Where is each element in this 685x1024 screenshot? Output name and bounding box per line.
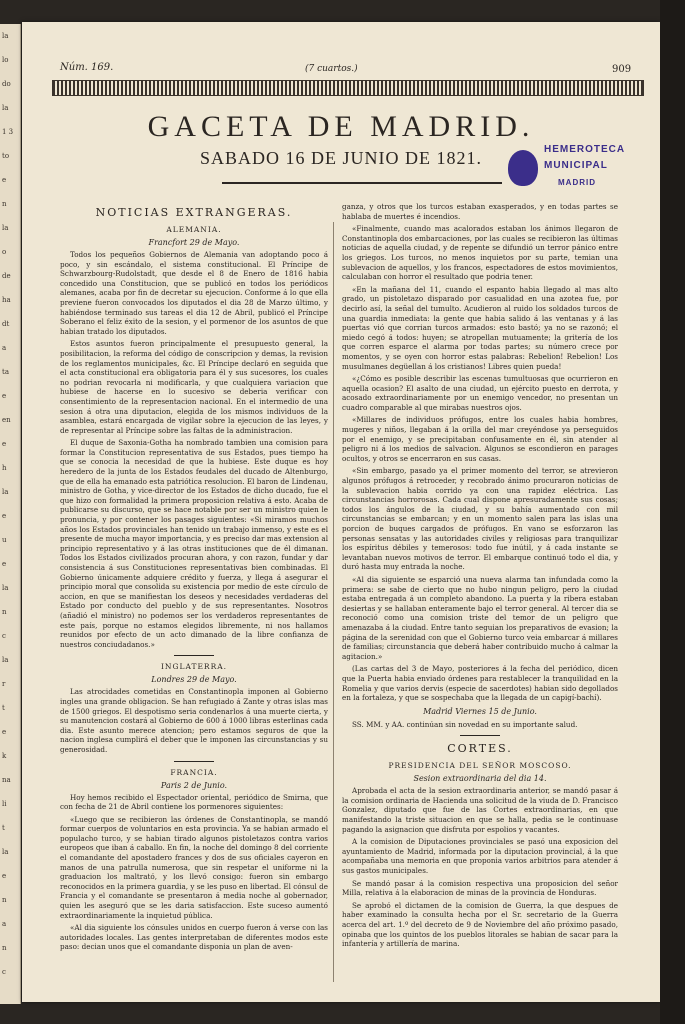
article-paragraph: A la comision de Diputaciones provinciales se pasó una exposicion del ayuntamiento de Madrid, informada por la diputacion provincial, á la que acompañaba una memoria en que proponia varios arbitrios para atender á sus gastos municipales. — [342, 837, 618, 876]
inglaterra-dateline: Londres 29 de Mayo. — [151, 675, 237, 685]
prev-page-fragment: e — [2, 440, 7, 448]
prev-page-fragment: dt — [2, 320, 10, 328]
seal-icon — [508, 150, 538, 186]
prev-page-fragment: n — [2, 200, 7, 208]
issue-date: SABADO 16 DE JUNIO DE 1821. — [200, 148, 482, 168]
prev-page-fragment: r — [2, 680, 6, 688]
francia-dateline: Paris 2 de Junio. — [160, 780, 228, 790]
article-paragraph: El duque de Saxonia-Gotha ha nombrado tambien una comision para formar la Constitucion representativa de sus Estados, pues tiempo ha que se conocia la necesidad de que la hubiese. Este duque es hoy heredero de la junta de los Estados feudales del ducado de Altenburgo, que de ella ha emanado esta patriótica resolucion. El baron de Lindenau, ministro de Gotha, y vice-director de los Estados de dicho ducado, fue el que hizo con formalidad la primera proposicion relativa á esto. Acaba de publicarse su discurso, que se hace notable por ser un ministro quien le pronuncia, y por contener los pasages siguientes: «Si miramos muchos años los Estados provinciales han tenido un trabajo inmenso, y este es el presente de mucha mayor importancia, y es preciso dar mas extension al principio representativo y á las otras instituciones que de él dimanan. Todos los Estados civilizados procuran ahora, y con razon, fundar y dar consistencia á sus Constituciones representativas bien combinadas. El Gobierno únicamente adquiere crédito y fuerza, y llega á asegurar el principio moral que consolida su existencia por medio de este círculo de accion, en que se manifiestan los deseos y necesidades verdaderas del Estado por conducto del pueblo y de sus representantes. Nosotros (añadió el ministro) no podemos ser los verdaderos representantes de este país, porque no estamos elegidos libremente, ni nos hallamos reunidos por efecto de un acto dimanado de la libre confianza de nuestros conciudadanos.» — [60, 438, 328, 649]
inglaterra-heading: INGLATERRA. — [160, 662, 228, 672]
article-paragraph: Todos los pequeños Gobiernos de Alemania van adoptando poco á poco, y sin escándalo, el sistema constitucional. El Príncipe de Schwarzbourg-Rudolstadt, que desde el 8 de Enero de 1816 habia concedido una Constitucion, que se publicó en todos los periódicos alemanes, acaba por fin de decretar su ejecucion. Conforme á lo que ella previene fueron convocados los diputados el dia 28 de Marzo último, y habiéndose terminado sus tareas el dia 12 de Abril, publicó el Príncipe Soberano el feliz éxito de la sesion, y el pormenor de los asuntos de que habian tratado los diputados. — [60, 250, 328, 336]
article-paragraph: Hoy hemos recibido el Espectador oriental, periódico de Smirna, que con fecha de 21 de Abril contiene los pormenores siguientes: — [60, 792, 328, 812]
prev-page-fragment: u — [2, 536, 7, 544]
prev-page-fragment: t — [2, 704, 5, 712]
separator — [460, 735, 500, 736]
cortes-presidency: PRESIDENCIA DEL SEÑOR MOSCOSO. — [388, 761, 572, 771]
stamp-line-1: HEMEROTECA — [544, 144, 626, 155]
prev-page-fragment: 1 3 — [2, 128, 14, 136]
prev-page-fragment: la — [2, 224, 9, 232]
prev-page-fragment: en — [2, 416, 11, 424]
article-paragraph: «Al dia siguiente se esparció una nueva alarma tan infundada como la primera: se sabe de cierto que no hubo ningun peligro, pero la ciudad estaba entregada á un completo abandono. La puerta y la ribera estaban desiertas y se hallaban enteramente bajo el terror general. Al tercer dia se reconoció como una comision triste del temor de un peligro que amenazaba á la ciudad. Entre tanto seguian los preparativos de evasion; la página de la serenidad con que el Gobierno turco veia embarcar á millares de familias; circunstancia que deberá haber contribuido mucho á calmar la agitacion.» — [342, 574, 618, 661]
prev-page-fragment: la — [2, 32, 9, 40]
previous-page-edge — [0, 24, 21, 1004]
prev-page-fragment: la — [2, 584, 9, 592]
alemania-dateline: Francfort 29 de Mayo. — [148, 238, 240, 247]
page-number: 909 — [612, 64, 632, 75]
article-paragraph: «Finalmente, cuando mas acalorados estaban los ánimos llegaron de Constantinopla dos embarcaciones, por las cuales se recibieron las últimas noticias de aquella ciudad, y de repente se difundió un terror pánico entre los griegos. Los turcos, no menos inquietos por su parte, temian una sublevacion de aquellos, y los francos, espectadores de estos movimientos, calculaban con horror el resultado que podria tener. — [342, 224, 618, 282]
prev-page-fragment: ta — [2, 368, 9, 376]
prev-page-fragment: to — [2, 152, 10, 160]
prev-page-fragment: c — [2, 632, 6, 640]
newspaper-page — [22, 22, 660, 1002]
prev-page-fragment: la — [2, 104, 9, 112]
article-paragraph: ganza, y otros que los turcos estaban exasperados, y en todas partes se hablaba de muertes é incendios. — [342, 202, 618, 221]
article-paragraph: Aprobada el acta de la sesion extraordinaria anterior, se mandó pasar á la comision ordinaria de Hacienda una solicitud de la viuda de D. Francisco Gonzalez, diputado que fue de las Cortes extraordinarias, en que manifestando la triste situacion en que se halla, pedia se le continuase pagando la asignacion que disfruta por espolios y vacantes. — [342, 786, 618, 834]
title-rule — [222, 182, 502, 184]
prev-page-fragment: a — [2, 920, 7, 928]
prev-page-fragment: n — [2, 944, 7, 952]
masthead-title: GACETA DE MADRID. — [147, 110, 535, 143]
article-paragraph: (Las cartas del 3 de Mayo, posteriores á la fecha del periódico, dicen que la Puerta habia enviado órdenes para restablecer la tranquilidad en la Romelia y que varios dervis (especie de sacerdotes) habian sido degollados en la fortaleza, y que se sospechaba que la llegada de un capigí-bachí). — [342, 664, 618, 703]
article-paragraph: «En la mañana del 11, cuando el espanto habia llegado al mas alto grado, un pistoletazo disparado por casualidad en una azotea fue, por decirlo así, la señal del tumulto. Acudieron al ruido los soldados turcos de una guardia inmediata: la gente que habia salido á las ventanas y á las puertas vió que corrian turcos armados: esto bastó; ya no se razonó; el miedo cegó á todos: huyen; se atropellan mutuamente; la gritería de los que corren esparce el alarma por todas partes; su número crece por momentos, y se oyen con horror estas palabras: Rebelion! Rebelion! Los musulmanes degüellan á los cristianos! Libres quien pueda! — [342, 284, 618, 371]
article-paragraph: Se aprobó el dictamen de la comision de Guerra, la que despues de haber examinado la consulta hecha por el Sr. secretario de la Guerra acerca del art. 1.º del decreto de 9 de Noviembre del año próximo pasado, opinaba que los quintos de los pueblos litorales se habian de sacar para la infantería y artillería de marina. — [342, 900, 618, 949]
prev-page-fragment: do — [2, 80, 11, 88]
madrid-note: SS. MM. y AA. continúan sin novedad en su importante salud. — [352, 719, 578, 729]
prev-page-fragment: h — [2, 464, 7, 472]
article-paragraph: «Luego que se recibieron las órdenes de Constantinopla, se mandó formar cuerpos de voluntarios en esta provincia. Ya se habian armado el populacho turco, y se habian tirado algunos pistoletazos contra varios europeos que iban á caballo. En fin, la noche del domingo 8 del corriente el comandante del apostadero frances y dos de sus oficiales cayeron en manos de una patrulla numerosa, que sin respetar el uniforme ni la graduacion los maltrató, y los llevó consigo: fueron sin embargo reconocidos en la primera guardia, y se les puso en libertad. El cónsul de Francia y el comandante se presentaron á media noche al gobernador, quien les aseguró que se les daria satisfaccion. Este suceso aumentó extraordinariamente la inquietud pública. — [60, 814, 328, 920]
prev-page-fragment: o — [2, 248, 7, 256]
prev-page-fragment: lo — [2, 56, 9, 64]
article-paragraph: Las atrocidades cometidas en Constantinopla imponen al Gobierno ingles una grande obligacion. Se han refugiado á Zante y otras islas mas de 1500 griegos. El despotismo seria condenarlos á una muerte cierta, y su manutencion costará al Gobierno de 600 á 1000 libras esterlinas cada dia. Este asunto merece atencion; pero estamos seguros de que la nacion inglesa cumplirá el deber que le imponen las circunstancias y su generosidad. — [60, 687, 328, 754]
section-heading: NOTICIAS EXTRANGERAS. — [95, 206, 293, 219]
separator — [174, 761, 214, 762]
prev-page-fragment: e — [2, 728, 7, 736]
cortes-heading: CORTES. — [447, 742, 513, 756]
article-paragraph: Se mandó pasar á la comision respectiva una proposicion del señor Milla, relativa á la elaboracion de minas de la provincia de Honduras. — [342, 878, 618, 898]
prev-page-fragment: e — [2, 176, 7, 184]
stamp-line-2: MUNICIPAL — [544, 160, 608, 171]
prev-page-fragment: n — [2, 608, 7, 616]
prev-page-fragment: n — [2, 896, 7, 904]
prev-page-fragment: k — [2, 752, 7, 760]
prev-page-fragment: e — [2, 560, 7, 568]
francia-heading: FRANCIA. — [170, 767, 218, 777]
cortes-session: Sesion extraordinaria del dia 14. — [413, 774, 547, 784]
prev-page-fragment: de — [2, 272, 11, 280]
article-paragraph: Estos asuntos fueron principalmente el presupuesto general, la posibilitacion, la reforma del código de conscripcion y demas, la revision de los reglamentos municipales, &c. El Príncipe declaró en seguida que el acta constitucional era obligatoria para él y sus sucesores, los cuales no podrian revocarla ni modificarla, y que cualquiera variacion que hubiese de hacerse en lo sucesivo se deberia verificar con consentimiento de la representacion nacional. En el intermedio de una sesion á otra una diputacion, elegida de los mismos individuos de la asamblea, estará encargada de vigilar sobre la ejecucion de las leyes, y de representar al Príncipe sobre las faltas de la administracion. — [60, 339, 328, 435]
issue-number: Núm. 169. — [60, 62, 114, 73]
prev-page-fragment: t — [2, 824, 5, 832]
prev-page-fragment: a — [2, 344, 7, 352]
issue-price: (7 cuartos.) — [305, 64, 358, 74]
prev-page-fragment: li — [2, 800, 7, 808]
left-column — [60, 202, 328, 955]
prev-page-fragment: e — [2, 872, 7, 880]
alemania-heading: ALEMANIA. — [166, 225, 222, 234]
right-column — [342, 202, 618, 952]
article-paragraph: «Al dia siguiente los cónsules unidos en cuerpo fueron á verse con las autoridades locales. Las gentes interpretaban de diferentes modos este paso: decian unos que el comandante disponia un plan de aven- — [60, 923, 328, 952]
prev-page-fragment: e — [2, 392, 7, 400]
prev-page-fragment: la — [2, 656, 9, 664]
background-edge — [660, 0, 685, 1024]
prev-page-fragment: na — [2, 776, 11, 784]
ornamental-border — [52, 80, 644, 96]
article-paragraph: «¿Cómo es posible describir las escenas tumultuosas que ocurrieron en aquella ocasion? El asalto de una ciudad, un ejército puesto en derrota, y acosado extraordinariamente por un enemigo vencedor, no presentan un cuadro comparable al que mirabas nuestros ojos. — [342, 374, 618, 412]
article-paragraph: «Millares de individuos prófugos, entre los cuales habia hombres, mugeres y niños, llegaban á la orilla del mar creyéndose ya perseguidos por el enemigo, y se precipitaban confusamente en él, sin atender al peligro ni á los medios de salvacion. Algunos se escondieron en parages ocultos, y otros se encerraron en sus casas. — [342, 415, 618, 463]
separator — [174, 655, 214, 656]
article-paragraph: «Sin embargo, pasado ya el primer momento del terror, se atrevieron algunos prófugos á retroceder, y recobrado ánimo procuraron noticias de la sublevacion habia corrido ya con una rapidez eléctrica. Las circunstancias horrorosas. Cada cual dispone apresuradamente sus cosas; todos los ángulos de la ciudad, y su bahía aumentado con mil circunstancias se embarcan; y en un momento salen para las islas una porcion de buques cargados de prófugos. En vano se esforzaron las personas sensatas y las autoridades civiles y religiosas para tranquilizar los espíritus débiles y temerosos: todo fue inútil, y á cada instante se levantaban nuevos motivos de terror. El embarque continuó todo el dia, y duró hasta muy entrada la noche. — [342, 466, 618, 572]
prev-page-fragment: e — [2, 512, 7, 520]
prev-page-fragment: la — [2, 848, 9, 856]
column-divider — [333, 222, 334, 982]
prev-page-fragment: c — [2, 968, 6, 976]
prev-page-fragment: ha — [2, 296, 11, 304]
stamp-line-3: MADRID — [558, 178, 596, 187]
madrid-dateline: Madrid Viernes 15 de Junio. — [423, 706, 537, 716]
prev-page-fragment: la — [2, 488, 9, 496]
library-stamp — [508, 140, 648, 196]
